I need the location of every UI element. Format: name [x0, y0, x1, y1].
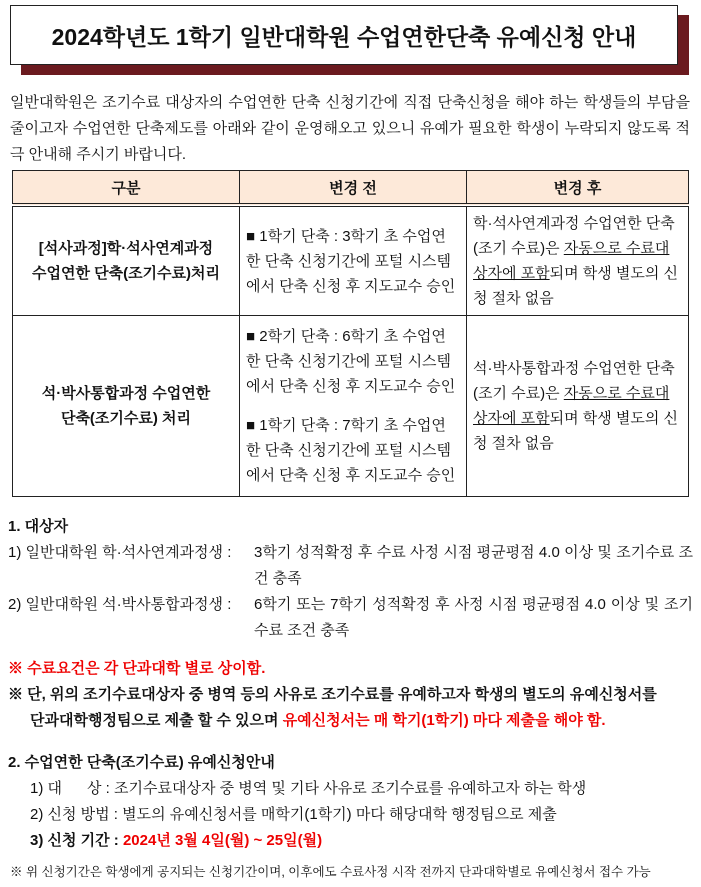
target-item: [8, 540, 693, 592]
category-line: 단축(조기수료) 처리: [60, 410, 192, 427]
after-underlined: 자동으로 수료대상자에 포함: [473, 240, 670, 282]
table-header-row: [13, 171, 689, 206]
intro-text: 일반대학원은 조기수료 대상자의 수업연한 단축 신청기간에 직접 단축신청을 해야 하는 학생들의 부담을 줄이고자 수업연한 단축제도를 아래와 같이 운영해오고 있으니 유예가 필요한 학생이 누락되지 않도록 적극 안내해 주시기 바랍니다.: [10, 94, 690, 163]
app-period: 2024년 3월 4일(월) ~ 25일(월): [122, 832, 323, 849]
section-targets: [8, 514, 693, 644]
footer-note: ※ 위 신청기간은 학생에게 공지되는 신청기간이며, 이후에도 수료사정 시작 전까지 단과대학별로 유예신청서 접수 가능: [10, 865, 651, 879]
table-row: [13, 205, 689, 316]
row-after: [467, 316, 689, 497]
row-category: [13, 316, 240, 497]
app-label: 2) 신청 방법 :: [30, 806, 118, 823]
row-before: ■ 1학기 단축 : 3학기 초 수업연한 단축 신청기간에 포털 시스템에서 단축 신청 후 지도교수 승인: [240, 205, 467, 316]
note-emphasis: 유예신청서는 매 학기(1학기) 마다 제출을 해야 함.: [282, 712, 606, 729]
before-item: ■ 1학기 단축 : 7학기 초 수업연한 단축 신청기간에 포털 시스템에서 단축 신청 후 지도교수 승인: [246, 417, 456, 484]
note-deferral: ※ 단, 위의 조기수료대상자 중 병역 등의 사유로 조기수료를 유예하고자 학생의 별도의 유예신청서를: [8, 686, 657, 703]
app-item: [8, 802, 693, 828]
row-category: [13, 205, 240, 316]
app-label: 1) 대 상 :: [30, 780, 110, 797]
after-text: 되며 학생 별도의 신청 절차 없음: [473, 410, 679, 452]
page-title: 2024학년도 1학기 일반대학원 수업연한단축 유예신청 안내: [10, 5, 678, 65]
note-text: 단과대학행정팀으로 제출 할 수 있으며: [30, 712, 283, 729]
section-heading: 1. 대상자: [8, 518, 69, 535]
category-line: [석사과정]학·석사연계과정: [38, 240, 214, 257]
after-text: 석·박사통합과정 수업연한 단축(조기 수료)은: [473, 360, 675, 402]
target-label: 2) 일반대학원 석·박사통합과정생 :: [8, 596, 232, 613]
row-before: [240, 316, 467, 497]
header-before: 변경 전: [240, 171, 467, 206]
app-text: 조기수료대상자 중 병역 및 기타 사유로 조기수료를 유예하고자 하는 학생: [114, 780, 587, 797]
section-heading: 2. 수업연한 단축(조기수료) 유예신청안내: [8, 754, 275, 771]
app-item: [8, 828, 693, 854]
row-after: [467, 205, 689, 316]
after-text: 되며 학생 별도의 신청 절차 없음: [473, 265, 679, 307]
note-requirement: ※ 수료요건은 각 단과대학 별로 상이함.: [8, 660, 266, 677]
before-item: ■ 2학기 단축 : 6학기 초 수업연한 단축 신청기간에 포털 시스템에서 단축 신청 후 지도교수 승인: [246, 328, 456, 395]
category-line: 석·박사통합과정 수업연한: [41, 385, 211, 402]
app-label: 3) 신청 기간 :: [30, 832, 119, 849]
header-category: 구분: [13, 171, 240, 206]
table-row: [13, 316, 689, 497]
change-table: [12, 170, 689, 497]
notes: [8, 656, 693, 734]
target-text: 3학기 성적확정 후 수료 사정 시점 평균평점 4.0 이상 및 조기수료 조건 충족: [254, 544, 693, 587]
section-application: [8, 750, 693, 854]
app-text: 별도의 유예신청서를 매학기(1학기) 마다 해당대학 행정팀으로 제출: [122, 806, 557, 823]
after-text: 학·석사연계과정 수업연한 단축(조기 수료)은: [473, 215, 675, 257]
header-after: 변경 후: [467, 171, 689, 206]
target-label: 1) 일반대학원 학·석사연계과정생 :: [8, 544, 232, 561]
note-deferral-cont: [8, 708, 693, 734]
target-item: [8, 592, 693, 644]
target-text: 6학기 또는 7학기 성적확정 후 사정 시점 평균평점 4.0 이상 및 조기수료 조건 충족: [254, 596, 693, 639]
after-underlined: 자동으로 수료대상자에 포함: [473, 385, 670, 427]
app-item: [8, 776, 693, 802]
category-line: 수업연한 단축(조기수료)처리: [31, 265, 221, 282]
